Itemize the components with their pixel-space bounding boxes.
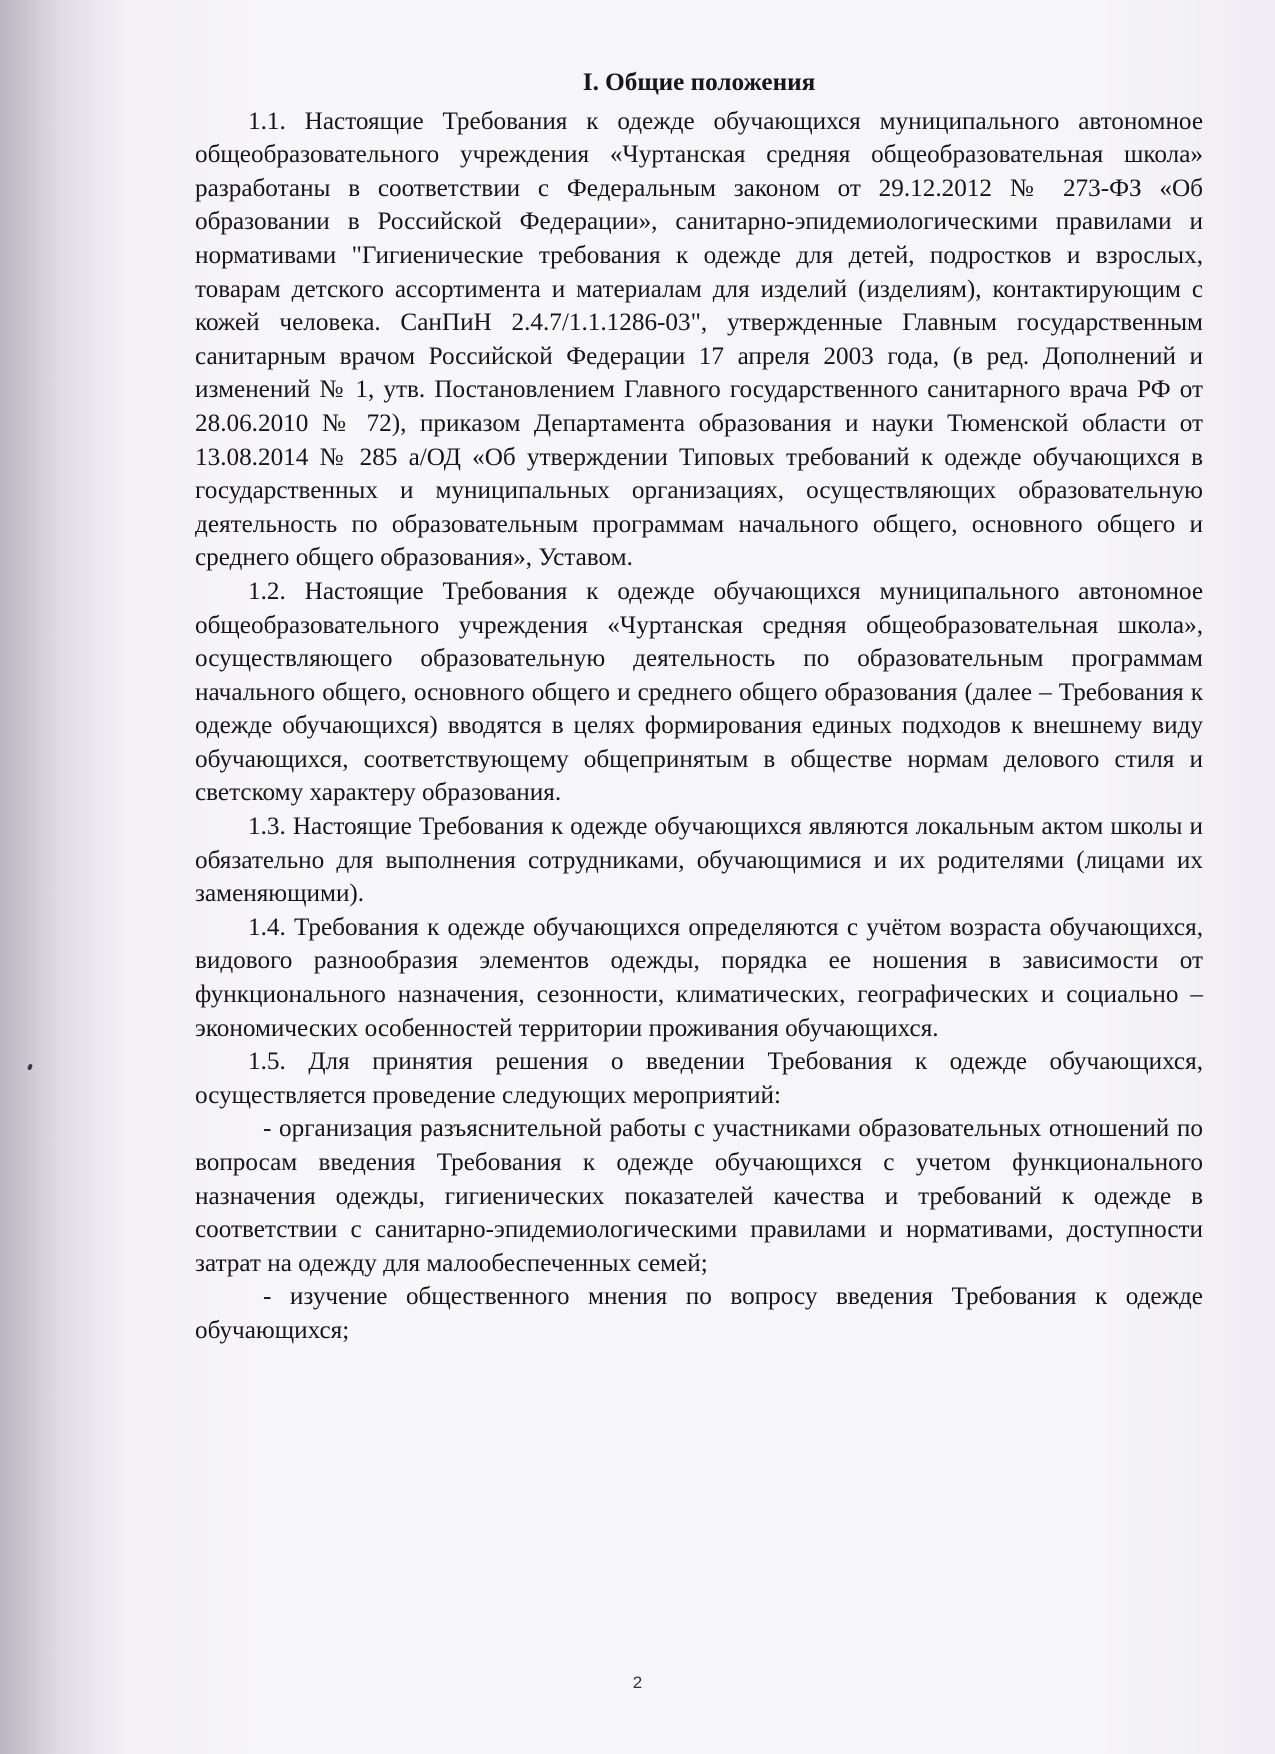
- document-body: [195, 66, 1203, 1348]
- section-heading: I. Общие положения: [582, 69, 816, 96]
- paragraph-1-5: 1.5. Для принятия решения о введении Требования к одежде обучающихся, осуществляется проведение следующих мероприятий:: [195, 1048, 1203, 1109]
- list-item-public-opinion: - изучение общественного мнения по вопросу введения Требования к одежде обучающихся;: [195, 1283, 1203, 1344]
- paragraph-1-3: 1.3. Настоящие Требования к одежде обучающихся являются локальным актом школы и обязательно для выполнения сотрудниками, обучающимися и их родителями (лицами их заменяющими).: [195, 813, 1203, 908]
- binding-shadow: [0, 0, 130, 1754]
- page-number: 2: [632, 1673, 643, 1692]
- paragraph-1-4: 1.4. Требования к одежде обучающихся определяются с учётом возраста обучающихся, видового разнообразия элементов одежды, порядка ее ношения в зависимости от функционального назначения, сезонности, климатических, географических и социально – экономических особенностей территории проживания обучающихся.: [195, 913, 1203, 1042]
- paragraph-1-1: 1.1. Настоящие Требования к одежде обучающихся муниципального автономное общеобразовательного учреждения «Чуртанская средняя общеобразовательная школа» разработаны в соответствии с Федеральным законом от 29.12.2012 № 273-ФЗ «Об образовании в Российской Федерации», санитарно-эпидемиологическими правилами и нормативами "Гигиенические требования к одежде для детей, подростков и взрослых, товарам детского ассортимента и материалам для изделий (изделиям), контактирующим с кожей человека. СанПиН 2.4.7/1.1.1286-03", утвержденные Главным государственным санитарным врачом Российской Федерации 17 апреля 2003 года, (в ред. Дополнений и изменений № 1, утв. Постановлением Главного государственного санитарного врача РФ от 28.06.2010 № 72), приказом Департамента образования и науки Тюменской области от 13.08.2014 № 285 а/ОД «Об утверждении Типовых требований к одежде обучающихся в государственных и муниципальных организациях, осуществляющих образовательную деятельность по образовательным программам начального общего, основного общего и среднего общего образования», Уставом.: [195, 107, 1203, 572]
- list-item-explanatory-work: - организация разъяснительной работы с участниками образовательных отношений по вопросам введения Требования к одежде обучающихся с учетом функционального назначения одежды, гигиенических показателей качества и требований к одежде в соответствии с санитарно-эпидемиологическими правилами и нормативами, доступности затрат на одежду для малообеспеченных семей;: [195, 1115, 1203, 1277]
- paragraph-1-2: 1.2. Настоящие Требования к одежде обучающихся муниципального автономное общеобразовательного учреждения «Чуртанская средняя общеобразовательная школа», осуществляющего образовательную деятельность по образовательным программам начального общего, основного общего и среднего общего образования (далее – Требования к одежде обучающихся) вводятся в целях формирования единых подходов к внешнему виду обучающихся, соответствующему общепринятым в обществе нормам делового стиля и светскому характеру образования.: [195, 577, 1203, 807]
